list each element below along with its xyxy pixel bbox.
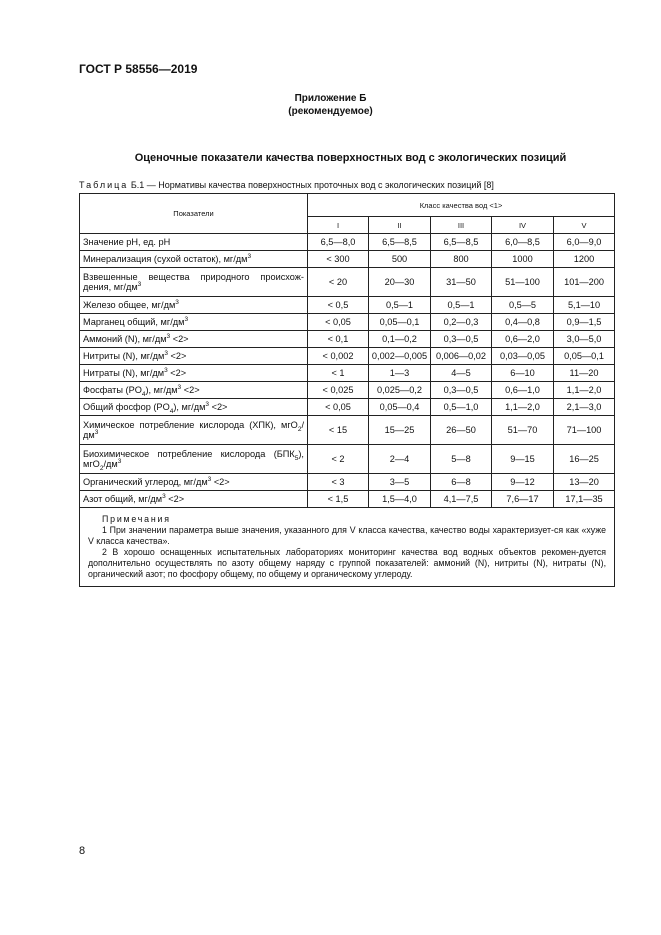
value-cell: 26—50: [431, 416, 492, 445]
param-cell: [80, 348, 308, 365]
class-col-header: III: [431, 217, 492, 234]
param-cell: [80, 382, 308, 399]
value-cell: 4,1—7,5: [431, 491, 492, 508]
value-cell: 0,1—0,2: [369, 331, 431, 348]
value-cell: 0,3—0,5: [431, 382, 492, 399]
value-cell: 1,1—2,0: [554, 382, 615, 399]
param-cell: [80, 474, 308, 491]
table-row: [80, 234, 615, 251]
table-notes: [80, 508, 615, 587]
value-cell: 0,4—0,8: [492, 314, 554, 331]
param-superscript: 3: [117, 457, 122, 465]
param-text: Биохимическое потребление кислорода (БПК: [83, 449, 295, 459]
value-cell: 4—5: [431, 365, 492, 382]
value-cell: 101—200: [554, 268, 615, 297]
class-col-header: II: [369, 217, 431, 234]
value-cell: 1,5—4,0: [369, 491, 431, 508]
value-cell: 2—4: [369, 445, 431, 474]
table-caption-label: Таблица: [79, 180, 129, 190]
notes-heading: Примечания: [102, 514, 171, 524]
param-cell: [80, 251, 308, 268]
param-superscript: 3: [205, 400, 210, 408]
param-cell: [80, 297, 308, 314]
value-cell: 0,5—1,0: [431, 399, 492, 416]
value-cell: 6,5—8,0: [308, 234, 369, 251]
param-text: Железо общее, мг/дм: [83, 300, 176, 310]
value-cell: < 15: [308, 416, 369, 445]
value-cell: 6,5—8,5: [431, 234, 492, 251]
param-text: Фосфаты (PO: [83, 385, 142, 395]
value-cell: 6,0—8,5: [492, 234, 554, 251]
value-cell: 17,1—35: [554, 491, 615, 508]
value-cell: 6—8: [431, 474, 492, 491]
table-caption-text: — Нормативы качества поверхностных проточных вод с экологических позиций [8]: [146, 180, 494, 190]
value-cell: 3—5: [369, 474, 431, 491]
standard-code: ГОСТ Р 58556—2019: [79, 62, 198, 76]
param-text: Взвешенные вещества природного происхож-дения, мг/дм: [83, 272, 304, 292]
param-superscript: 3: [164, 349, 168, 357]
value-cell: 800: [431, 251, 492, 268]
param-cell: Значение pH, ед. pH: [80, 234, 308, 251]
note-item: 1 При значении параметра выше значения, указанного для V класса качества, качество воды характеризует-ся как «хуже V класса качества».: [88, 525, 607, 546]
value-cell: < 1: [308, 365, 369, 382]
value-cell: 0,006—0,02: [431, 348, 492, 365]
value-cell: 1200: [554, 251, 615, 268]
param-superscript: 3: [137, 280, 142, 288]
table-caption-number: Б.1: [130, 180, 145, 190]
class-col-header: I: [308, 217, 369, 234]
value-cell: 51—70: [492, 416, 554, 445]
param-cell: [80, 399, 308, 416]
param-superscript: 3: [166, 332, 171, 340]
table-row: [80, 399, 615, 416]
value-cell: < 300: [308, 251, 369, 268]
value-cell: 0,3—0,5: [431, 331, 492, 348]
page-number: 8: [79, 845, 86, 857]
table-row: [80, 474, 615, 491]
value-cell: < 0,05: [308, 399, 369, 416]
param-text: Химическое потребление кислорода (ХПК), мгO: [83, 420, 298, 430]
param-text: <2>: [211, 477, 230, 487]
param-text: /дм: [103, 459, 118, 469]
value-cell: < 20: [308, 268, 369, 297]
value-cell: < 0,05: [308, 314, 369, 331]
value-cell: 71—100: [554, 416, 615, 445]
section-title: Оценочные показатели качества поверхностных вод с экологических позиций: [134, 152, 567, 164]
table-row: [80, 382, 615, 399]
value-cell: 13—20: [554, 474, 615, 491]
value-cell: 3,0—5,0: [554, 331, 615, 348]
value-cell: 5—8: [431, 445, 492, 474]
value-cell: 1,1—2,0: [492, 399, 554, 416]
appendix-subtitle: (рекомендуемое): [288, 106, 373, 117]
value-cell: 5,1—10: [554, 297, 615, 314]
class-col-header: V: [554, 217, 615, 234]
table-caption: [79, 180, 494, 190]
value-cell: 0,025—0,2: [369, 382, 431, 399]
value-cell: 500: [369, 251, 431, 268]
param-text: <2>: [181, 385, 200, 395]
param-subscript: 5: [294, 454, 299, 462]
param-text: Аммоний (N), мг/дм: [83, 334, 167, 344]
value-cell: 6—10: [492, 365, 554, 382]
note-item: 2 В хорошо оснащенных испытательных лабораториях мониторинг качества вод водных объектов рекомен-дуется дополнительно осуществлять по азоту общему наряду с группой показателей: аммоний (N), нитриты (N), нитраты (N), органический азот; по фосфору общему, по общему и органическому углероду.: [88, 547, 607, 579]
value-cell: 0,05—0,1: [369, 314, 431, 331]
value-cell: < 0,002: [308, 348, 369, 365]
table-row: [80, 297, 615, 314]
param-superscript: 3: [94, 428, 99, 436]
param-superscript: 3: [184, 315, 189, 323]
water-quality-table: [79, 193, 615, 587]
param-subscript: 4: [169, 407, 174, 415]
value-cell: 0,5—1: [431, 297, 492, 314]
param-text: /дм: [83, 420, 304, 440]
value-cell: 0,6—2,0: [492, 331, 554, 348]
table-row: [80, 416, 615, 445]
value-cell: 0,2—0,3: [431, 314, 492, 331]
param-superscript: 3: [162, 492, 166, 500]
param-subscript: 2: [297, 425, 302, 433]
param-text: <2>: [170, 334, 189, 344]
table-row: [80, 251, 615, 268]
value-cell: 0,9—1,5: [554, 314, 615, 331]
value-cell: 31—50: [431, 268, 492, 297]
value-cell: < 0,1: [308, 331, 369, 348]
value-cell: 7,6—17: [492, 491, 554, 508]
table-body: [80, 234, 615, 508]
value-cell: 9—12: [492, 474, 554, 491]
value-cell: 6,0—9,0: [554, 234, 615, 251]
class-col-header: IV: [492, 217, 554, 234]
param-superscript: 3: [164, 366, 168, 374]
param-superscript: 3: [207, 475, 212, 483]
param-cell: [80, 331, 308, 348]
param-text: Органический углерод, мг/дм: [83, 477, 208, 487]
param-text: Нитриты (N), мг/дм: [83, 351, 165, 361]
table-row: [80, 491, 615, 508]
table-row: [80, 348, 615, 365]
value-cell: 9—15: [492, 445, 554, 474]
value-cell: 0,5—5: [492, 297, 554, 314]
param-cell: [80, 491, 308, 508]
value-cell: < 2: [308, 445, 369, 474]
table-row: [80, 314, 615, 331]
appendix-title: Приложение Б: [294, 93, 367, 104]
param-superscript: 3: [177, 383, 182, 391]
value-cell: 0,5—1: [369, 297, 431, 314]
value-cell: 6,5—8,5: [369, 234, 431, 251]
value-cell: 1—3: [369, 365, 431, 382]
value-cell: 0,6—1,0: [492, 382, 554, 399]
value-cell: < 1,5: [308, 491, 369, 508]
param-subscript: 4: [141, 390, 146, 398]
value-cell: 0,05—0,1: [554, 348, 615, 365]
param-cell: [80, 416, 308, 445]
value-cell: < 0,025: [308, 382, 369, 399]
param-cell: [80, 268, 308, 297]
value-cell: 20—30: [369, 268, 431, 297]
value-cell: < 0,5: [308, 297, 369, 314]
param-cell: [80, 314, 308, 331]
param-superscript: 3: [247, 252, 252, 260]
value-cell: 0,05—0,4: [369, 399, 431, 416]
param-text: <2>: [167, 368, 187, 378]
value-cell: 16—25: [554, 445, 615, 474]
value-cell: 1000: [492, 251, 554, 268]
param-text: Марганец общий, мг/дм: [83, 317, 185, 327]
param-text: <2>: [167, 351, 187, 361]
value-cell: 15—25: [369, 416, 431, 445]
table-row: [80, 331, 615, 348]
param-subscript: 2: [99, 464, 104, 472]
value-cell: < 3: [308, 474, 369, 491]
value-cell: 2,1—3,0: [554, 399, 615, 416]
param-header: Показатели: [80, 194, 308, 234]
value-cell: 0,03—0,05: [492, 348, 554, 365]
value-cell: 51—100: [492, 268, 554, 297]
table-row: [80, 268, 615, 297]
value-cell: 0,002—0,005: [369, 348, 431, 365]
table-row: [80, 365, 615, 382]
param-text: ), мгO: [83, 449, 304, 469]
param-text: Нитраты (N), мг/дм: [83, 368, 165, 378]
param-superscript: 3: [175, 298, 179, 306]
param-cell: [80, 365, 308, 382]
table-row: [80, 445, 615, 474]
param-text: ), мг/дм: [145, 385, 178, 395]
param-text: <2>: [165, 494, 185, 504]
param-text: Общий фосфор (PO: [83, 402, 170, 412]
param-text: ), мг/дм: [173, 402, 206, 412]
param-cell: [80, 445, 308, 474]
param-text: Азот общий, мг/дм: [83, 494, 163, 504]
param-text: <2>: [209, 402, 228, 412]
param-text: Минерализация (сухой остаток), мг/дм: [83, 254, 248, 264]
class-header: Класс качества вод <1>: [308, 194, 615, 217]
value-cell: 11—20: [554, 365, 615, 382]
